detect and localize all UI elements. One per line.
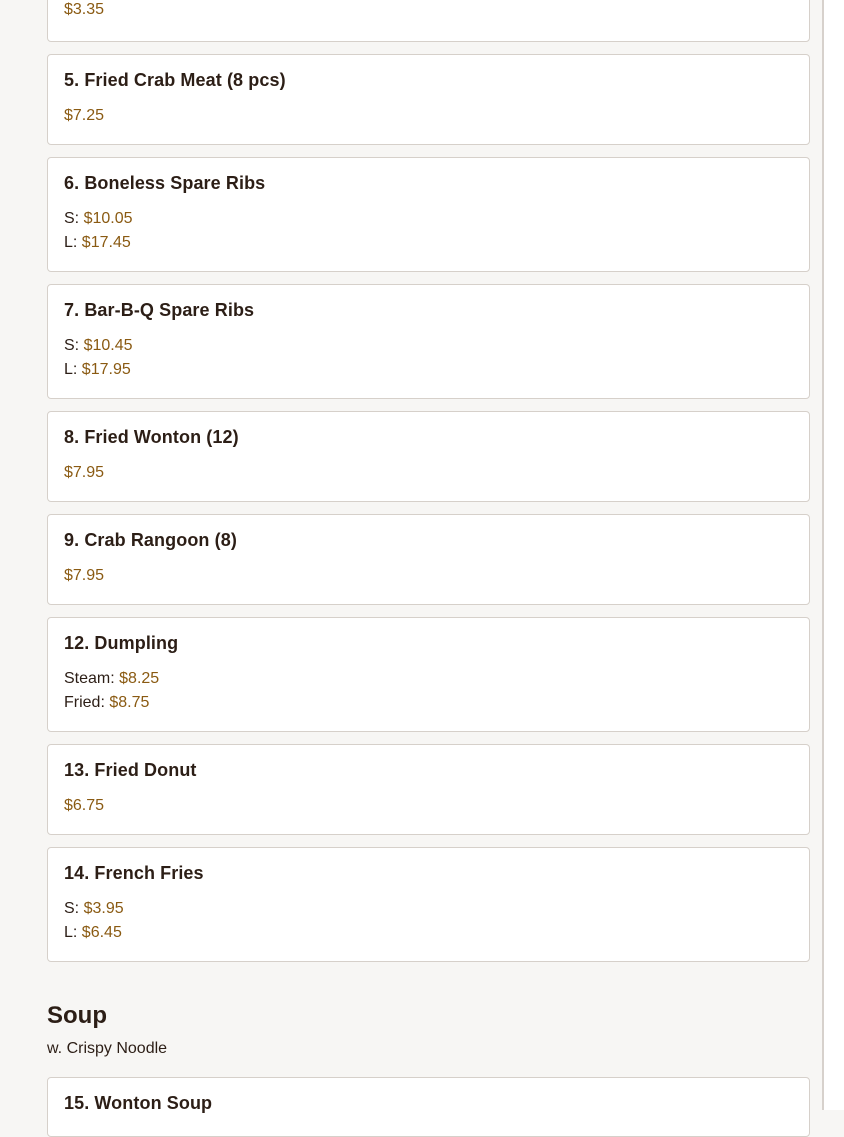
- price-value: $8.75: [109, 694, 150, 711]
- menu-item-card-dumpling[interactable]: [47, 617, 810, 732]
- menu-item-title: 5. Fried Crab Meat (8 pcs): [64, 70, 286, 90]
- menu-item-card-fried-donut[interactable]: [47, 744, 810, 835]
- size-label: S:: [64, 900, 80, 917]
- section-title-soup: Soup: [47, 1002, 107, 1029]
- menu-item-card-bar-b-q-spare-ribs[interactable]: [47, 284, 810, 399]
- menu-item-title: 7. Bar-B-Q Spare Ribs: [64, 300, 255, 320]
- menu-item-title: 12. Dumpling: [64, 633, 179, 653]
- menu-item-title: 9. Crab Rangoon (8): [64, 530, 237, 550]
- menu-item-price: $6.75: [64, 797, 105, 814]
- price-value: $6.45: [81, 924, 122, 941]
- menu-item-title: 15. Wonton Soup: [64, 1093, 213, 1113]
- menu-item-price-large: [64, 924, 122, 942]
- price-value: $10.45: [83, 337, 133, 354]
- menu-item-price-steam: [64, 670, 159, 688]
- menu-item-price: $7.95: [64, 567, 105, 584]
- menu-item-price-small: [64, 900, 124, 918]
- right-gutter: [824, 0, 844, 1110]
- menu-item-card-crab-rangoon[interactable]: [47, 514, 810, 605]
- size-label: S:: [64, 337, 80, 354]
- size-label: L:: [64, 924, 78, 941]
- menu-item-price-small: [64, 337, 133, 355]
- price-value: $3.95: [83, 900, 124, 917]
- price-value: $17.95: [81, 361, 131, 378]
- menu-item-price-fried: [64, 694, 149, 712]
- menu-item-title: 6. Boneless Spare Ribs: [64, 173, 266, 193]
- size-label: S:: [64, 210, 80, 227]
- size-label: L:: [64, 361, 78, 378]
- menu-item-price: $3.35: [64, 1, 105, 18]
- menu-item-card-fried-crab-meat[interactable]: [47, 54, 810, 145]
- menu-item-card-fried-wonton[interactable]: [47, 411, 810, 502]
- style-label: Fried:: [64, 694, 105, 711]
- menu-item-price-small: [64, 210, 133, 228]
- menu-item-price: $7.95: [64, 464, 105, 481]
- menu-item-price: $7.25: [64, 107, 105, 124]
- menu-item-title: 8. Fried Wonton (12): [64, 427, 239, 447]
- price-value: $8.25: [119, 670, 160, 687]
- menu-item-card-top[interactable]: [47, 0, 810, 42]
- menu-item-card-wonton-soup[interactable]: [47, 1077, 810, 1137]
- style-label: Steam:: [64, 670, 115, 687]
- price-value: $17.45: [81, 234, 131, 251]
- menu-item-card-boneless-spare-ribs[interactable]: [47, 157, 810, 272]
- size-label: L:: [64, 234, 78, 251]
- menu-item-price-large: [64, 361, 131, 379]
- menu-item-price-large: [64, 234, 131, 252]
- price-value: $10.05: [83, 210, 133, 227]
- menu-item-title: 13. Fried Donut: [64, 760, 197, 780]
- menu-item-title: 14. French Fries: [64, 863, 204, 883]
- menu-item-card-french-fries[interactable]: [47, 847, 810, 962]
- section-subtitle-soup: w. Crispy Noodle: [47, 1040, 168, 1057]
